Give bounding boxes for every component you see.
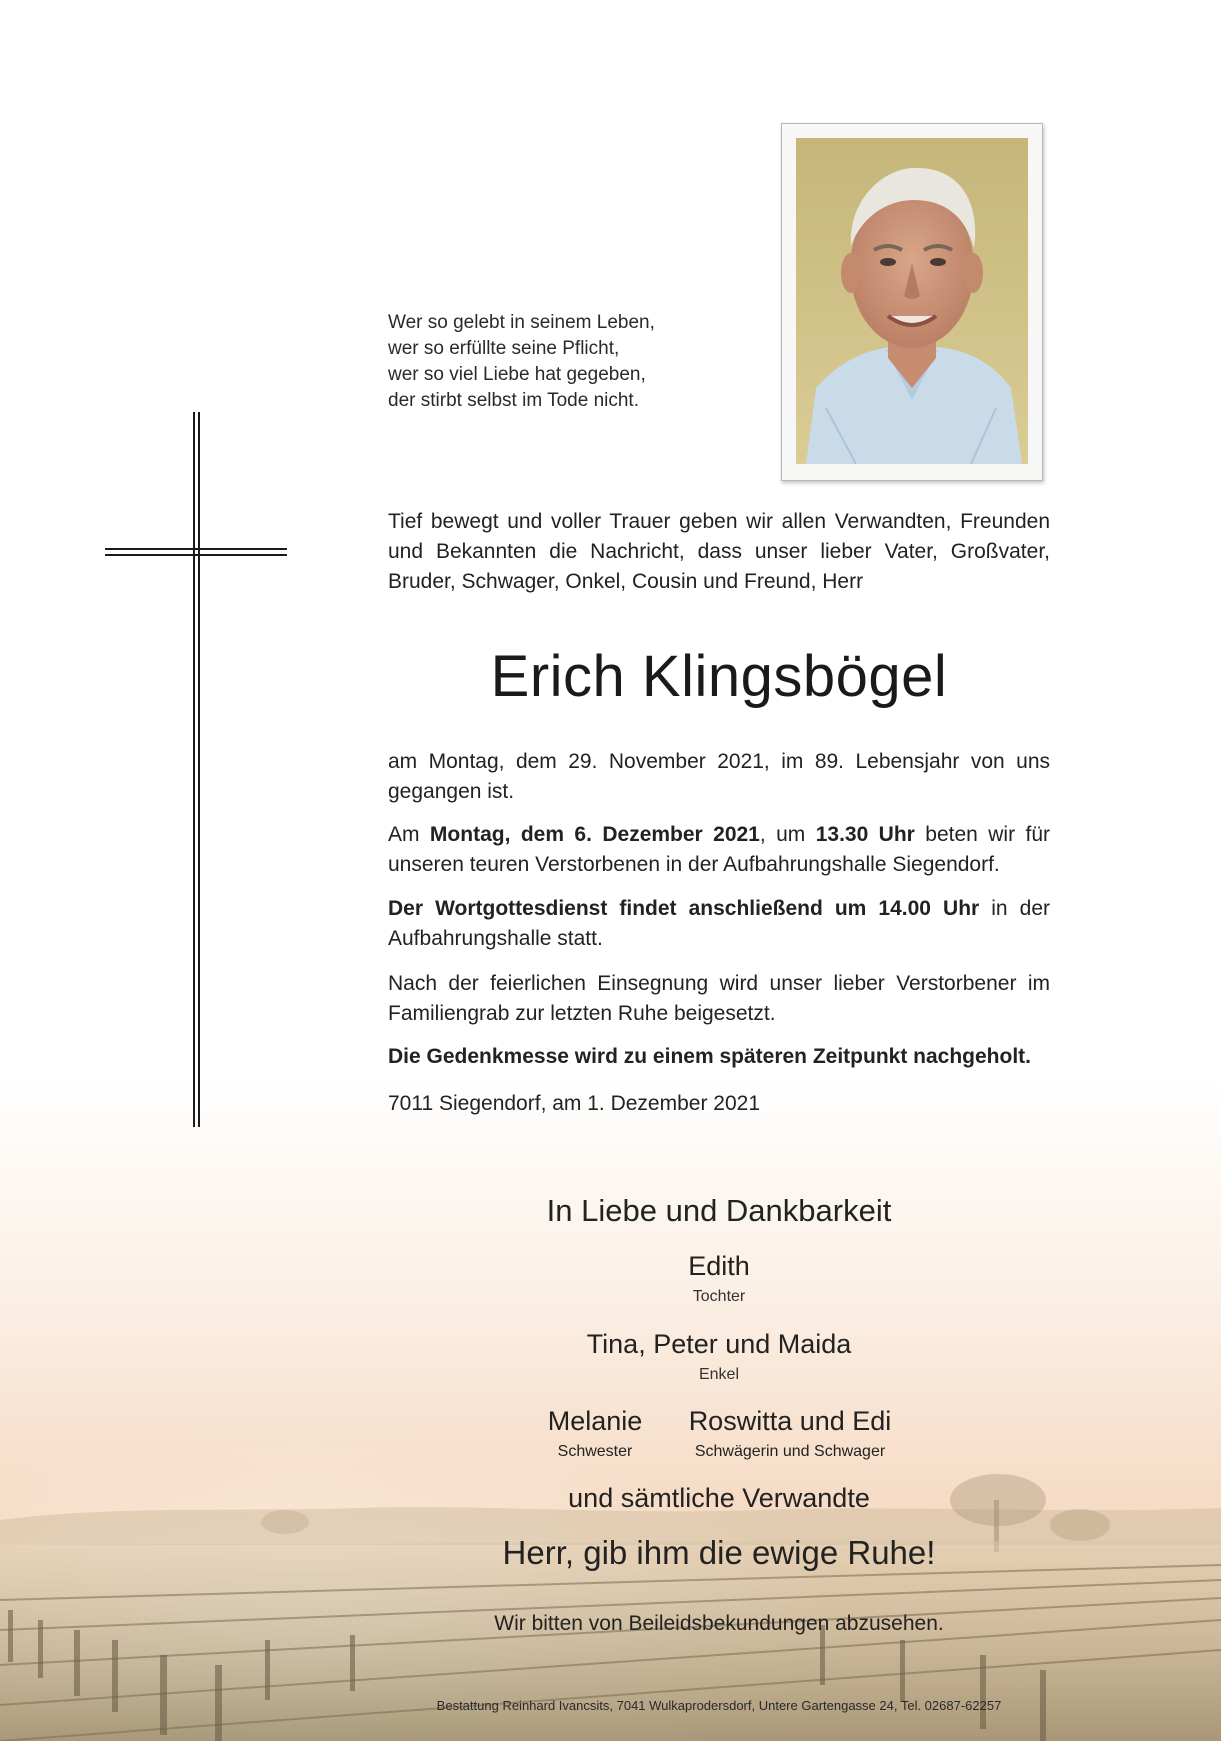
service-bold: Der Wortgottesdienst findet anschließend um	[388, 897, 867, 920]
cross-horizontal-line	[105, 554, 287, 556]
mourner-role: Tochter	[692, 1288, 746, 1305]
service-time: 14.00 Uhr	[878, 897, 980, 920]
death-notice: am Montag, dem 29. November 2021, im 89. Lebensjahr von uns gegangen ist.	[388, 750, 1050, 803]
cross-horizontal-line	[105, 548, 287, 550]
mourner-role: Schwester	[557, 1443, 633, 1460]
announcement-intro: Tief bewegt und voller Trauer geben wir allen Verwandten, Freunden und Bekannten die Nachricht, dass unser lieber Vater, Großvater, Bruder, Schwager, Onkel, Cousin und Freund, Herr	[388, 510, 1050, 593]
place-and-date: 7011 Siegendorf, am 1. Dezember 2021	[388, 1092, 761, 1115]
prayer-day: Montag, dem 6. Dezember 2021	[429, 823, 760, 846]
memorial-mass-notice	[388, 1042, 1050, 1072]
portrait-frame	[781, 123, 1043, 481]
funeral-home-footer: Bestattung Reinhard Ivancsits, 7041 Wulkaprodersdorf, Untere Gartengasse 24, Tel. 02687-62257	[436, 1698, 1002, 1713]
relatives-line: und sämtliche Verwandte	[568, 1483, 870, 1513]
prayer-mid: , um	[759, 823, 806, 846]
poem-line: wer so viel Liebe hat gegeben,	[388, 364, 646, 385]
condolence-note: Wir bitten von Beileidsbekundungen abzusehen.	[494, 1612, 944, 1635]
deceased-name: Erich Klingsbögel	[490, 644, 948, 709]
cross-vertical-line	[193, 412, 195, 1127]
mourner-name: Tina, Peter und Maida	[586, 1329, 852, 1359]
mourner-role: Schwägerin und Schwager	[694, 1443, 886, 1460]
mourner-name: Melanie	[547, 1406, 643, 1436]
poem-line: der stirbt selbst im Tode nicht.	[388, 390, 639, 411]
mourner-role: Enkel	[698, 1366, 740, 1383]
closing-prayer: Herr, gib ihm die ewige Ruhe!	[502, 1534, 936, 1571]
poem-line: wer so erfüllte seine Pflicht,	[388, 338, 620, 359]
portrait-photo	[796, 138, 1028, 464]
memorial-poem	[388, 310, 655, 414]
poem-line: Wer so gelebt in seinem Leben,	[388, 312, 655, 333]
service-notice	[388, 894, 1050, 954]
cross-vertical-line	[198, 412, 200, 1127]
prayer-notice	[388, 820, 1050, 880]
memorial-mass-text: Die Gedenkmesse wird zu einem späteren Zeitpunkt nachgeholt.	[388, 1045, 1031, 1068]
prayer-suffix: beten wir für unseren teuren Verstorbenen in der Aufbahrungshalle Siegendorf.	[388, 823, 1050, 876]
mourner-name: Edith	[688, 1251, 750, 1281]
mourners-heading: In Liebe und Dankbarkeit	[546, 1193, 892, 1228]
service-suffix: in der Aufbahrungshalle statt.	[388, 897, 1051, 950]
burial-notice: Nach der feierlichen Einsegnung wird unser lieber Verstorbener im Familiengrab zur letzten Ruhe beigesetzt.	[388, 972, 1050, 1025]
prayer-time: 13.30 Uhr	[815, 823, 915, 846]
prayer-prefix: Am	[388, 823, 420, 846]
mourner-name: Roswitta und Edi	[688, 1406, 892, 1436]
